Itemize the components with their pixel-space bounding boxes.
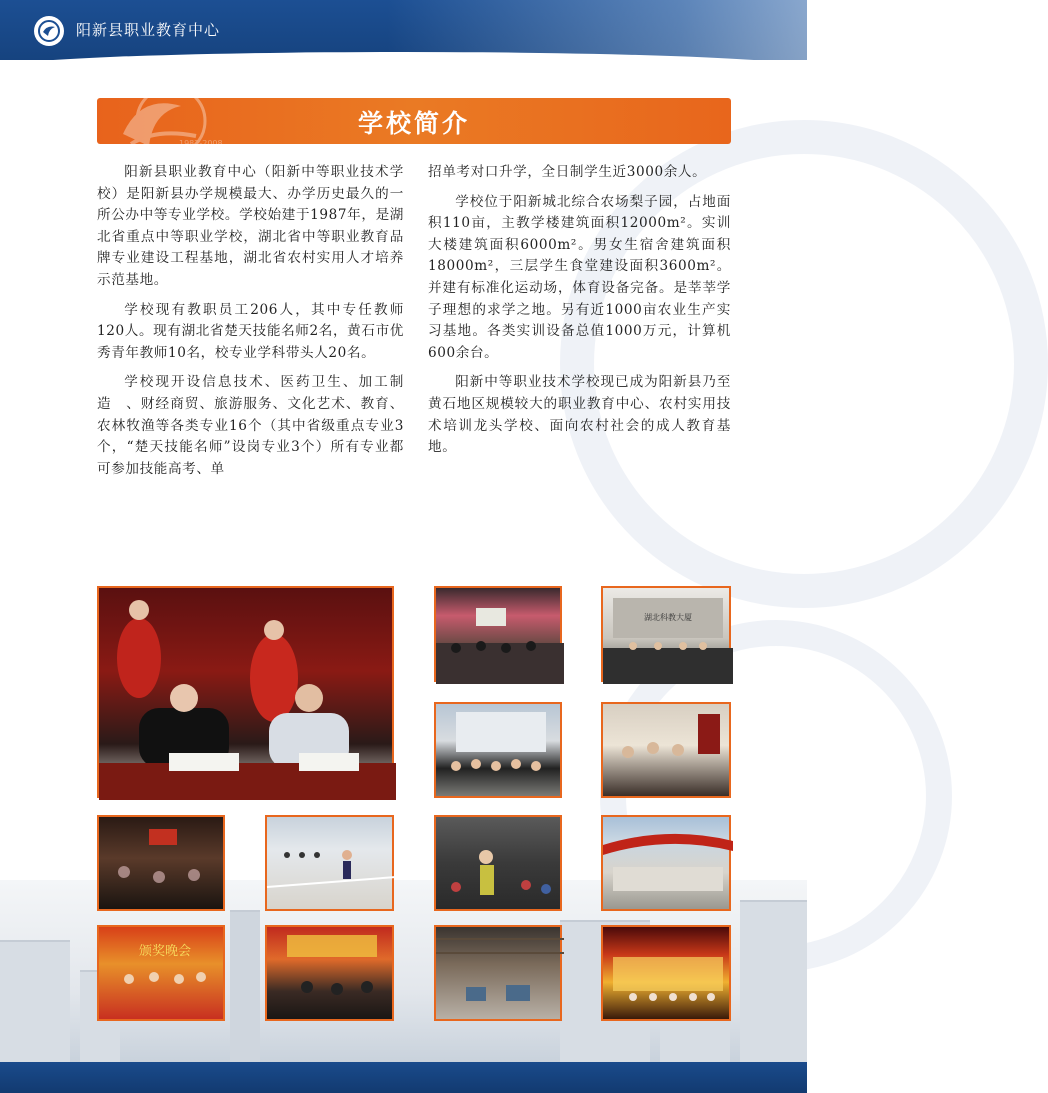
- section-title: 学校简介: [357, 109, 470, 138]
- photo-award-ceremony: [265, 925, 394, 1021]
- photo-performance-group: [97, 925, 225, 1021]
- school-logo-icon: [34, 16, 64, 46]
- photo-students-outdoor: [434, 702, 562, 798]
- photo-stage-show: [601, 925, 731, 1021]
- intro-paragraph-4: 学校位于阳新城北综合农场梨子园，占地面积110亩，主教学楼建筑面积12000m²。实训大楼建筑面积6000m²。男女生宿舍建筑面积18000m²，三层学生食堂建设面积3600m²。并建有标准化运动场，体育设备完备。是莘莘学子理想的求学之地。另有近1000亩农业生产实习基地。各类实训设备总值1000万元，计算机600余台。: [428, 193, 731, 361]
- section-title-banner: [97, 98, 731, 148]
- photo-crowd-speech: [434, 815, 562, 911]
- intro-paragraph-1: 阳新县职业教育中心（阳新中等职业技术学校）是阳新县办学规模最大、办学历史最久的一所公办中等专业学校。学校始建于1987年，是湖北省重点中等职业学校，湖北省中等职业教育品牌专业建设工程基地，湖北省农村实用人才培养示范基地。: [97, 164, 404, 288]
- photo-classroom-meeting: [434, 586, 562, 682]
- article-right-column: [428, 162, 731, 467]
- intro-paragraph-3-continuation: 招单考对口升学，全日制学生近3000余人。: [428, 164, 707, 180]
- footer-bar: [0, 1062, 807, 1093]
- header-bar: [0, 0, 807, 60]
- photo-conference: [97, 815, 225, 911]
- intro-paragraph-2: 学校现有教职员工206人，其中专任教师120人。现有湖北省楚天技能名师2名，黄石市优秀青年教师10名，校专业学科带头人20名。: [97, 301, 404, 361]
- photo-sports-race: [265, 815, 394, 911]
- emblem-year-text: 1987-2008: [179, 139, 223, 148]
- header-title: 阳新县职业教育中心: [76, 21, 221, 39]
- photo-indoor-group: [601, 702, 731, 798]
- performance-banner-text: 颁奖晚会: [139, 944, 192, 959]
- intro-paragraph-5: 阳新中等职业技术学校现已成为阳新县乃至黄石地区规模较大的职业教育中心、农村实用技术培训龙头学校、面向农村社会的成人教育基地。: [428, 374, 731, 456]
- building-sign-text: 湖北科教大厦: [644, 613, 692, 622]
- photo-workshop: [434, 925, 562, 1021]
- intro-paragraph-3: 学校现开设信息技术、医药卫生、加工制造 、财经商贸、旅游服务、文化艺术、教育、农林牧渔等各类专业16个（其中省级重点专业3个，“楚天技能名师”设岗专业3个）所有专业都可参加技能高考、单: [97, 374, 404, 477]
- photo-building-group: [601, 586, 731, 682]
- photo-banner-event: [601, 815, 731, 911]
- article-left-column: [97, 162, 404, 488]
- photo-signing-ceremony: [97, 586, 394, 798]
